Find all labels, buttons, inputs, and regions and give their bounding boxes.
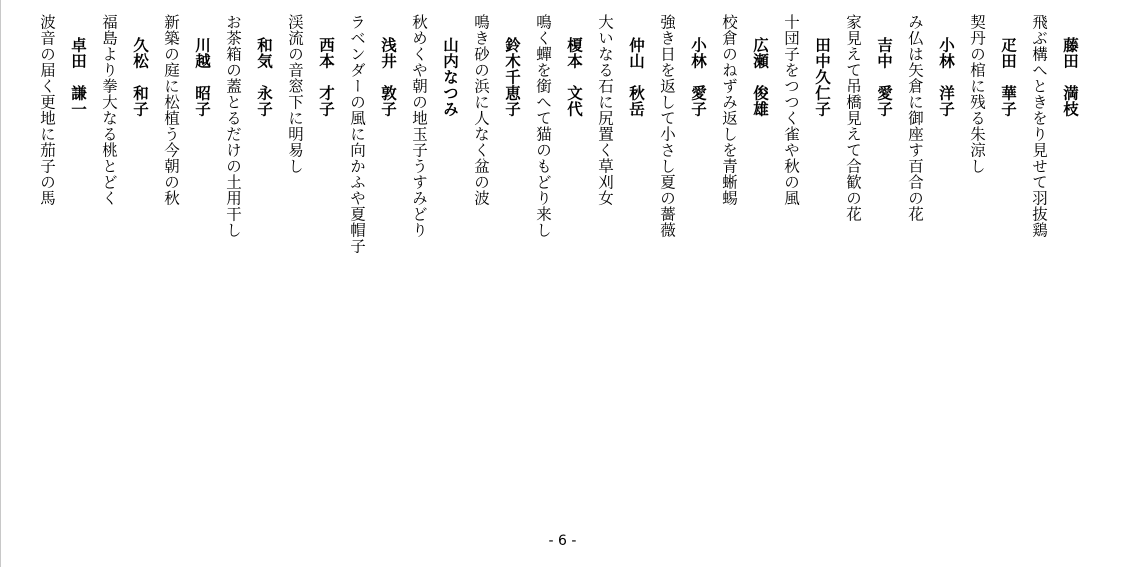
author-name: 西本 才子 <box>317 37 336 117</box>
haiku-entry <box>36 14 89 206</box>
haiku-text: 新築の庭に松植う今朝の秋 <box>162 14 180 206</box>
haiku-entry <box>656 14 709 238</box>
haiku-entry <box>780 14 833 206</box>
haiku-entry <box>470 14 523 206</box>
haiku-entry <box>98 14 151 206</box>
haiku-entry <box>408 14 461 238</box>
haiku-text: お茶箱の蓋とるだけの土用干し <box>224 14 242 238</box>
author-name: 榎本 文代 <box>565 37 584 117</box>
haiku-entry <box>842 14 895 222</box>
haiku-text: 校倉のねずみ返しを青蜥蜴 <box>720 14 738 206</box>
haiku-entry <box>284 14 337 174</box>
author-name: 小林 洋子 <box>937 37 956 117</box>
author-name: 山内なつみ <box>441 37 460 117</box>
author-name: 卓田 謙一 <box>69 37 88 117</box>
haiku-text: 大いなる石に尻置く草刈女 <box>596 14 614 206</box>
haiku-list <box>38 14 1081 454</box>
author-name: 田中久仁子 <box>813 37 832 117</box>
author-name: 小林 愛子 <box>689 37 708 117</box>
haiku-text: 契丹の棺に残る朱涼し <box>968 14 986 174</box>
haiku-text: 渓流の音窓下に明易し <box>286 14 304 174</box>
haiku-text: ラベンダーの風に向かふや夏帽子 <box>348 14 366 254</box>
author-name: 広瀬 俊雄 <box>751 37 770 117</box>
haiku-text: み仏は矢倉に御座す百合の花 <box>906 14 924 222</box>
author-name: 和気 永子 <box>255 37 274 117</box>
author-name: 藤田 満枝 <box>1061 37 1080 117</box>
author-name: 浅井 敦子 <box>379 37 398 117</box>
haiku-text: 十団子をつつく雀や秋の風 <box>782 14 800 206</box>
haiku-entry <box>966 14 1019 174</box>
haiku-entry <box>222 14 275 238</box>
haiku-text: 飛ぶ構へときをり見せて羽抜鶏 <box>1030 14 1048 238</box>
haiku-entry <box>346 14 399 254</box>
author-name: 仲山 秋岳 <box>627 37 646 117</box>
haiku-text: 家見えて吊橋見えて合歓の花 <box>844 14 862 222</box>
haiku-entry <box>904 14 957 222</box>
author-name: 吉中 愛子 <box>875 37 894 117</box>
haiku-entry <box>160 14 213 206</box>
page-number: - 6 - <box>548 533 577 549</box>
haiku-text: 強き日を返して小さし夏の薔薇 <box>658 14 676 238</box>
haiku-text: 鳴く蟬を銜へて猫のもどり来し <box>534 14 552 238</box>
haiku-entry <box>594 14 647 206</box>
author-name: 鈴木千恵子 <box>503 37 522 117</box>
haiku-text: 秋めくや朝の地玉子うすみどり <box>410 14 428 238</box>
haiku-entry <box>1028 14 1081 238</box>
haiku-text: 福島より拳大なる桃とどく <box>100 14 118 206</box>
haiku-entry <box>718 14 771 206</box>
author-name: 久松 和子 <box>131 37 150 117</box>
haiku-entry <box>532 14 585 238</box>
haiku-text: 鳴き砂の浜に人なく盆の波 <box>472 14 490 206</box>
author-name: 疋田 華子 <box>999 37 1018 117</box>
author-name: 川越 昭子 <box>193 37 212 117</box>
haiku-text: 波音の届く更地に茄子の馬 <box>38 14 56 206</box>
